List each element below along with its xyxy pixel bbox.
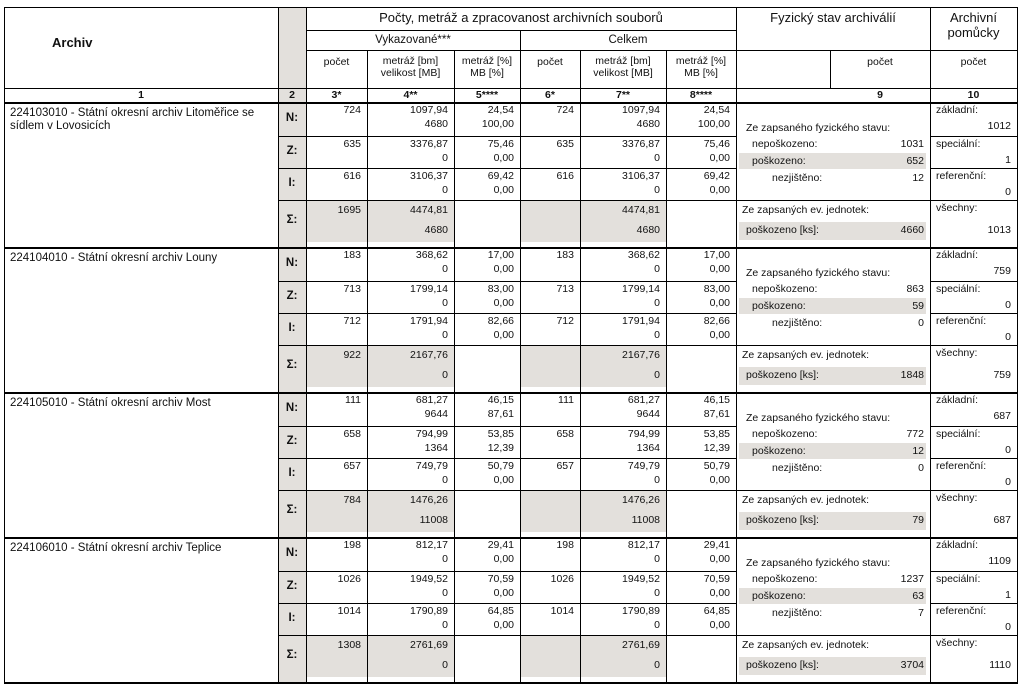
value-metraz-pct-celkem: 53,85: [703, 428, 730, 440]
value-mb-pct: 0,00: [493, 184, 514, 196]
label-nezjisteno: nezjištěno:: [772, 172, 823, 184]
sum-shade: [520, 345, 580, 387]
label-neposkozeno: nepoškozeno:: [752, 138, 818, 150]
table-top-border: [4, 7, 1017, 8]
value-mb-pct: 0,00: [493, 263, 514, 275]
header-vykazovane: Vykazované***: [375, 34, 451, 46]
label-poskozeno-ks: poškozeno [ks]:: [746, 514, 819, 526]
value-metraz-pct: 82,66: [487, 315, 514, 327]
value-neposkozeno: 1031: [900, 138, 924, 150]
row-label: Σ:: [286, 214, 298, 226]
sum-shade: [520, 200, 580, 242]
value-pocet: 198: [343, 539, 361, 551]
value-metraz-celkem: 1790,89: [622, 605, 660, 617]
value-metraz-celkem: 1097,94: [622, 104, 660, 116]
row-divider: [930, 571, 1017, 572]
value-mb-pct-celkem: 0,00: [709, 474, 730, 486]
value-vsechny: 759: [993, 369, 1011, 381]
value-velikost-celkem: 0: [654, 619, 660, 631]
label-nezjisteno: nezjištěno:: [772, 317, 823, 329]
header-pom-pocet: počet: [960, 56, 987, 68]
row-label: Z:: [286, 580, 298, 592]
column-number: 1: [138, 89, 144, 101]
row-label: N:: [285, 112, 299, 124]
row-divider: [930, 168, 1017, 169]
value-mb-pct: 0,00: [493, 553, 514, 565]
value-metraz-pct: 83,00: [487, 283, 514, 295]
header-metraz-velikost-celkem: metráž [bm] velikost [MB]: [593, 55, 653, 80]
column-number: 5****: [475, 89, 499, 101]
value-poskozeno-ks: 79: [912, 514, 924, 526]
value-pocet-celkem: 198: [556, 539, 574, 551]
sum-pocet: 784: [343, 494, 361, 506]
value-poskozeno: 652: [906, 155, 924, 167]
value-referencni: 0: [1005, 186, 1011, 198]
value-velikost-celkem: 9644: [636, 408, 660, 420]
label-neposkozeno: nepoškozeno:: [752, 428, 818, 440]
row-label: Z:: [286, 290, 298, 302]
header-archiv: Archiv: [52, 35, 93, 50]
value-pocet-celkem: 183: [556, 249, 574, 261]
value-specialni: 0: [1005, 444, 1011, 456]
value-poskozeno-ks: 3704: [900, 659, 924, 671]
label-specialni: speciální:: [936, 283, 981, 295]
value-pocet: 111: [345, 394, 361, 406]
value-metraz-celkem: 3106,37: [622, 170, 660, 182]
label-zakladni: základní:: [936, 394, 979, 406]
row-label: Σ:: [286, 359, 298, 371]
sum-metraz: 4474,81: [410, 204, 448, 216]
value-velikost: 0: [442, 152, 448, 164]
sum-metraz: 1476,26: [410, 494, 448, 506]
value-metraz-celkem: 1791,94: [622, 315, 660, 327]
row-divider: [930, 603, 1017, 604]
row-divider: [278, 635, 736, 636]
value-velikost-celkem: 0: [654, 329, 660, 341]
value-specialni: 1: [1005, 589, 1011, 601]
value-metraz-pct: 75,46: [487, 138, 514, 150]
value-metraz-pct-celkem: 69,42: [703, 170, 730, 182]
label-ev-jednotek: Ze zapsaných ev. jednotek:: [742, 639, 870, 651]
value-metraz-pct: 53,85: [487, 428, 514, 440]
value-pocet: 657: [343, 460, 361, 472]
header-group-title: Počty, metráž a zpracovanost archivních souborů: [379, 10, 663, 25]
value-metraz-pct: 64,85: [487, 605, 514, 617]
sum-pocet: 1308: [337, 639, 361, 651]
value-velikost-celkem: 0: [654, 152, 660, 164]
value-metraz: 1791,94: [410, 315, 448, 327]
header-line: [306, 50, 736, 51]
row-divider: [278, 458, 736, 459]
column-number: 3*: [331, 89, 342, 101]
row-divider: [278, 571, 736, 572]
archive-name: 224105010 - Státní okresní archiv Most: [10, 397, 211, 409]
sum-velikost-celkem: 0: [654, 659, 660, 671]
label-specialni: speciální:: [936, 428, 981, 440]
value-metraz: 794,99: [415, 428, 448, 440]
value-mb-pct-celkem: 87,61: [703, 408, 730, 420]
value-velikost-celkem: 0: [654, 263, 660, 275]
row-divider: [278, 490, 736, 491]
value-mb-pct-celkem: 0,00: [709, 184, 730, 196]
label-zakladni: základní:: [936, 249, 979, 261]
row-divider: [930, 345, 1017, 346]
column-number: 2: [289, 89, 295, 101]
value-pocet: 713: [343, 283, 361, 295]
value-poskozeno: 12: [912, 445, 924, 457]
value-metraz: 1949,52: [410, 573, 448, 585]
value-metraz-pct: 46,15: [487, 394, 514, 406]
row-divider: [736, 345, 930, 346]
label-neposkozeno: nepoškozeno:: [752, 573, 818, 585]
sum-pocet: 1695: [337, 204, 361, 216]
row-label: Σ:: [286, 649, 298, 661]
value-mb-pct: 0,00: [493, 297, 514, 309]
sum-velikost-celkem: 11008: [631, 514, 660, 526]
value-metraz-pct: 50,79: [487, 460, 514, 472]
row-divider: [278, 313, 736, 314]
value-metraz: 681,27: [415, 394, 448, 406]
value-velikost-celkem: 0: [654, 297, 660, 309]
value-pocet: 724: [343, 104, 361, 116]
value-velikost: 0: [442, 329, 448, 341]
value-metraz-pct: 70,59: [487, 573, 514, 585]
sum-shade: [520, 635, 580, 677]
value-mb-pct-celkem: 0,00: [709, 587, 730, 599]
sum-velikost-celkem: 4680: [636, 224, 660, 236]
value-mb-pct: 0,00: [493, 329, 514, 341]
value-poskozeno-ks: 4660: [900, 224, 924, 236]
value-velikost: 0: [442, 263, 448, 275]
row-label: N:: [285, 257, 299, 269]
row-label: N:: [285, 547, 299, 559]
label-ev-jednotek: Ze zapsaných ev. jednotek:: [742, 204, 870, 216]
value-metraz-pct-celkem: 24,54: [703, 104, 730, 116]
sum-shade: [520, 490, 580, 532]
value-mb-pct: 0,00: [493, 474, 514, 486]
column-number: 10: [967, 89, 980, 101]
value-pocet-celkem: 111: [558, 394, 574, 406]
row-divider: [736, 490, 930, 491]
value-metraz-celkem: 1949,52: [622, 573, 660, 585]
fyz-header: Ze zapsaného fyzického stavu:: [746, 122, 891, 134]
value-pocet-celkem: 658: [556, 428, 574, 440]
value-velikost: 0: [442, 184, 448, 196]
label-poskozeno-ks: poškozeno [ks]:: [746, 224, 819, 236]
value-metraz-pct: 69,42: [487, 170, 514, 182]
table-bottom-border: [4, 682, 1018, 684]
value-pocet-celkem: 616: [556, 170, 574, 182]
value-metraz-celkem: 3376,87: [622, 138, 660, 150]
header-fyzicky-stav: Fyzický stav archiválií: [770, 10, 896, 25]
value-neposkozeno: 863: [906, 283, 924, 295]
fyz-header: Ze zapsaného fyzického stavu:: [746, 412, 891, 424]
row-divider: [930, 136, 1017, 137]
row-divider: [278, 168, 736, 169]
row-divider: [736, 200, 930, 201]
value-neposkozeno: 772: [906, 428, 924, 440]
header-metraz-pct: metráž [%] MB [%]: [461, 55, 513, 80]
value-velikost: 0: [442, 297, 448, 309]
value-metraz-celkem: 681,27: [627, 394, 660, 406]
value-pocet-celkem: 712: [556, 315, 574, 327]
table-left-border: [4, 7, 5, 682]
value-metraz-pct: 29,41: [487, 539, 514, 551]
sum-velikost: 4680: [424, 224, 448, 236]
archive-name: 224103010 - Státní okresní archiv Litoměřice se sídlem v Lovosicích: [10, 107, 255, 133]
value-velikost-celkem: 0: [654, 474, 660, 486]
column-number: 6*: [545, 89, 555, 101]
value-nezjisteno: 0: [918, 462, 924, 474]
sum-velikost: 0: [442, 659, 448, 671]
row-label: I:: [288, 177, 296, 189]
row-divider: [278, 345, 736, 346]
row-label: I:: [288, 612, 296, 624]
label-referencni: referenční:: [936, 605, 987, 617]
value-mb-pct-celkem: 0,00: [709, 619, 730, 631]
row-divider: [278, 136, 736, 137]
value-referencni: 0: [1005, 331, 1011, 343]
row-divider: [278, 200, 736, 201]
row-divider: [736, 635, 930, 636]
fyz-header: Ze zapsaného fyzického stavu:: [746, 557, 891, 569]
value-velikost-celkem: 0: [654, 553, 660, 565]
row-label: Σ:: [286, 504, 298, 516]
value-pocet-celkem: 1014: [550, 605, 574, 617]
value-metraz-pct-celkem: 50,79: [703, 460, 730, 472]
label-specialni: speciální:: [936, 138, 981, 150]
label-referencni: referenční:: [936, 315, 987, 327]
value-pocet: 658: [343, 428, 361, 440]
value-pocet-celkem: 657: [556, 460, 574, 472]
value-metraz-pct-celkem: 75,46: [703, 138, 730, 150]
header-metraz-velikost: metráž [bm] velikost [MB]: [380, 55, 441, 80]
value-specialni: 1: [1005, 154, 1011, 166]
value-mb-pct-celkem: 0,00: [709, 263, 730, 275]
row-label: I:: [288, 322, 296, 334]
label-poskozeno: poškozeno:: [752, 300, 806, 312]
label-poskozeno-ks: poškozeno [ks]:: [746, 369, 819, 381]
value-mb-pct-celkem: 0,00: [709, 297, 730, 309]
archive-name: 224106010 - Státní okresní archiv Teplice: [10, 542, 222, 554]
column-number: 8****: [689, 89, 713, 101]
value-poskozeno-ks: 1848: [900, 369, 924, 381]
value-velikost: 4680: [424, 118, 448, 130]
value-neposkozeno: 1237: [900, 573, 924, 585]
value-metraz: 3376,87: [410, 138, 448, 150]
value-pocet: 616: [343, 170, 361, 182]
label-vsechny: všechny:: [936, 637, 978, 649]
sum-pocet: 922: [343, 349, 361, 361]
row-label: N:: [285, 402, 299, 414]
label-zakladni: základní:: [936, 539, 979, 551]
label-specialni: speciální:: [936, 573, 981, 585]
value-zakladni: 1109: [988, 555, 1011, 567]
header-line: [736, 50, 1017, 51]
header-celkem: Celkem: [608, 34, 648, 46]
value-mb-pct: 87,61: [487, 408, 514, 420]
value-velikost: 0: [442, 587, 448, 599]
row-divider: [930, 426, 1017, 427]
value-mb-pct-celkem: 0,00: [709, 329, 730, 341]
value-nezjisteno: 0: [918, 317, 924, 329]
sum-metraz-celkem: 2167,76: [622, 349, 660, 361]
value-metraz: 3106,37: [410, 170, 448, 182]
value-vsechny: 1013: [987, 224, 1011, 236]
row-label: Z:: [286, 435, 298, 447]
value-referencni: 0: [1005, 621, 1011, 633]
row-divider: [930, 458, 1017, 459]
value-zakladni: 687: [993, 410, 1011, 422]
header-pocet-celkem: počet: [537, 56, 563, 68]
value-metraz-pct: 24,54: [487, 104, 514, 116]
value-metraz-celkem: 749,79: [627, 460, 660, 472]
row-label: Z:: [286, 145, 298, 157]
table-right-border: [1017, 7, 1018, 682]
value-metraz-celkem: 812,17: [627, 539, 660, 551]
value-referencni: 0: [1005, 476, 1011, 488]
column-number: 4**: [403, 89, 418, 101]
value-zakladni: 1012: [987, 120, 1011, 132]
row-divider: [930, 281, 1017, 282]
value-metraz: 1799,14: [410, 283, 448, 295]
label-nezjisteno: nezjištěno:: [772, 462, 823, 474]
value-pocet: 1014: [337, 605, 361, 617]
value-metraz-pct: 17,00: [487, 249, 514, 261]
row-divider: [930, 490, 1017, 491]
sum-velikost: 0: [442, 369, 448, 381]
value-velikost: 9644: [424, 408, 448, 420]
row-label: I:: [288, 467, 296, 479]
value-velikost-celkem: 4680: [636, 118, 660, 130]
value-nezjisteno: 12: [912, 172, 924, 184]
value-mb-pct-celkem: 0,00: [709, 553, 730, 565]
sum-metraz-celkem: 2761,69: [622, 639, 660, 651]
value-pocet: 1026: [337, 573, 361, 585]
label-referencni: referenční:: [936, 460, 987, 472]
value-velikost: 0: [442, 553, 448, 565]
value-mb-pct-celkem: 100,00: [697, 118, 730, 130]
value-metraz-pct-celkem: 46,15: [703, 394, 730, 406]
value-metraz-celkem: 1799,14: [622, 283, 660, 295]
value-mb-pct: 12,39: [487, 442, 514, 454]
row-divider: [930, 313, 1017, 314]
value-pocet: 635: [343, 138, 361, 150]
row-divider: [930, 200, 1017, 201]
archive-name: 224104010 - Státní okresní archiv Louny: [10, 252, 218, 264]
sum-velikost: 11008: [419, 514, 448, 526]
value-metraz-celkem: 368,62: [627, 249, 660, 261]
value-vsechny: 1110: [989, 659, 1011, 671]
header-line: [306, 30, 736, 31]
label-vsechny: všechny:: [936, 202, 978, 214]
fyz-header: Ze zapsaného fyzického stavu:: [746, 267, 891, 279]
value-mb-pct: 0,00: [493, 587, 514, 599]
value-metraz-pct-celkem: 29,41: [703, 539, 730, 551]
value-mb-pct: 0,00: [493, 619, 514, 631]
value-metraz-pct-celkem: 82,66: [703, 315, 730, 327]
value-mb-pct-celkem: 12,39: [703, 442, 730, 454]
label-ev-jednotek: Ze zapsaných ev. jednotek:: [742, 349, 870, 361]
value-pocet-celkem: 1026: [550, 573, 574, 585]
row-divider: [278, 426, 736, 427]
sum-velikost-celkem: 0: [654, 369, 660, 381]
value-metraz-celkem: 794,99: [627, 428, 660, 440]
row-divider: [278, 281, 736, 282]
header-archivni-pomucky: Archivní pomůcky: [947, 10, 1000, 40]
value-metraz: 1097,94: [410, 104, 448, 116]
label-zakladni: základní:: [936, 104, 979, 116]
value-poskozeno: 63: [912, 590, 924, 602]
value-metraz-pct-celkem: 17,00: [703, 249, 730, 261]
value-metraz-pct-celkem: 64,85: [703, 605, 730, 617]
value-metraz: 1790,89: [410, 605, 448, 617]
value-velikost-celkem: 0: [654, 184, 660, 196]
value-metraz-pct-celkem: 83,00: [703, 283, 730, 295]
value-pocet-celkem: 724: [556, 104, 574, 116]
value-velikost-celkem: 0: [654, 587, 660, 599]
label-nezjisteno: nezjištěno:: [772, 607, 823, 619]
sum-metraz-celkem: 4474,81: [622, 204, 660, 216]
value-nezjisteno: 7: [918, 607, 924, 619]
header-pocet: počet: [323, 56, 350, 68]
header-fyz-pocet: počet: [867, 56, 893, 68]
value-pocet: 712: [343, 315, 361, 327]
label-ev-jednotek: Ze zapsaných ev. jednotek:: [742, 494, 870, 506]
value-metraz-pct-celkem: 70,59: [703, 573, 730, 585]
value-specialni: 0: [1005, 299, 1011, 311]
value-pocet-celkem: 713: [556, 283, 574, 295]
value-velikost-celkem: 1364: [636, 442, 660, 454]
value-mb-pct: 100,00: [481, 118, 514, 130]
sum-metraz: 2761,69: [410, 639, 448, 651]
sum-metraz-celkem: 1476,26: [622, 494, 660, 506]
label-vsechny: všechny:: [936, 347, 978, 359]
label-poskozeno-ks: poškozeno [ks]:: [746, 659, 819, 671]
label-vsechny: všechny:: [936, 492, 978, 504]
row-divider: [930, 635, 1017, 636]
value-poskozeno: 59: [912, 300, 924, 312]
value-metraz: 812,17: [415, 539, 448, 551]
column-number: 7**: [615, 89, 630, 101]
value-pocet: 183: [343, 249, 361, 261]
label-poskozeno: poškozeno:: [752, 445, 806, 457]
sum-metraz: 2167,76: [410, 349, 448, 361]
value-velikost: 0: [442, 474, 448, 486]
column-number: 9: [877, 89, 883, 101]
value-pocet-celkem: 635: [556, 138, 574, 150]
label-neposkozeno: nepoškozeno:: [752, 283, 818, 295]
value-zakladni: 759: [993, 265, 1011, 277]
value-mb-pct-celkem: 0,00: [709, 152, 730, 164]
label-poskozeno: poškozeno:: [752, 155, 806, 167]
value-velikost: 0: [442, 619, 448, 631]
header-metraz-pct-celkem: metráž [%] MB [%]: [675, 55, 727, 80]
value-mb-pct: 0,00: [493, 152, 514, 164]
label-poskozeno: poškozeno:: [752, 590, 806, 602]
value-metraz: 749,79: [415, 460, 448, 472]
label-referencni: referenční:: [936, 170, 987, 182]
value-metraz: 368,62: [415, 249, 448, 261]
value-velikost: 1364: [424, 442, 448, 454]
value-vsechny: 687: [993, 514, 1011, 526]
row-divider: [278, 603, 736, 604]
